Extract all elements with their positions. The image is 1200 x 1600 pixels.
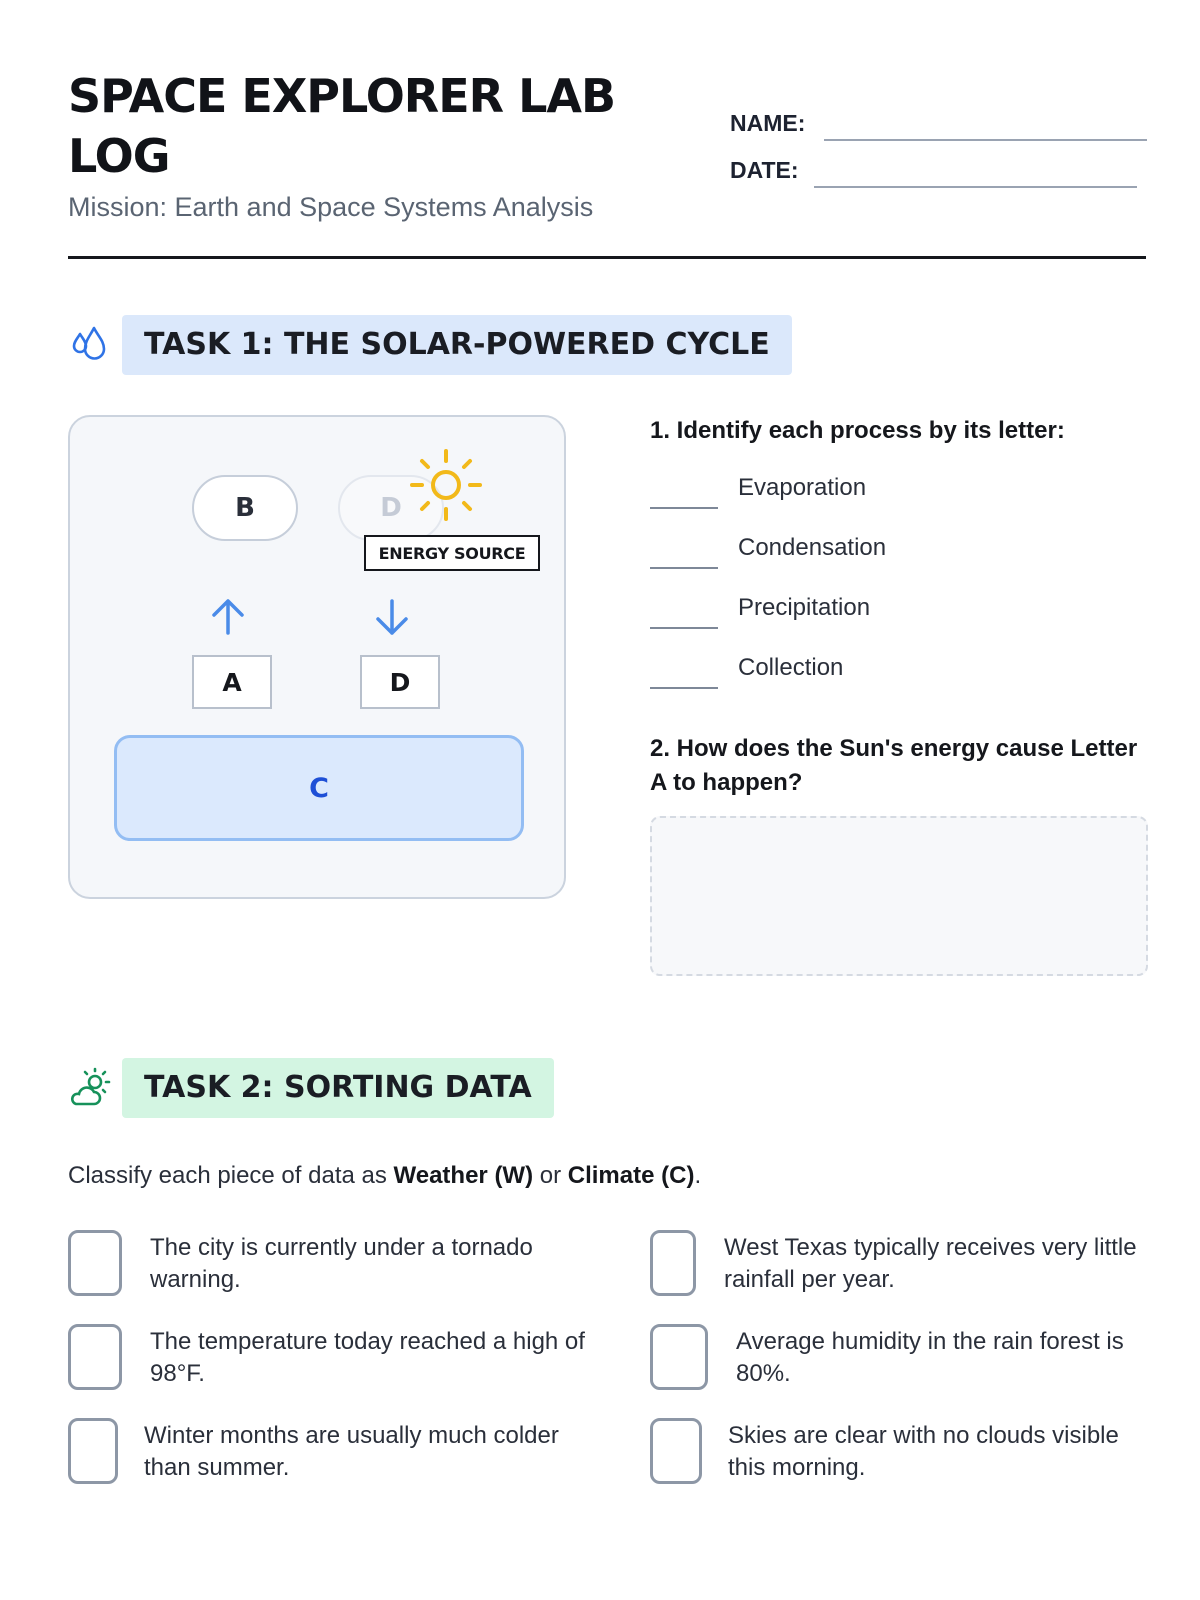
climate-term: Climate (C) [567,1162,695,1189]
instructions-text: Classify each piece of data as [68,1162,394,1189]
water-cycle-diagram [68,415,566,899]
process-a-box: A [192,655,272,709]
name-label: NAME: [730,110,806,136]
process-evaporation: Evaporation [738,474,867,501]
classify-checkbox-1[interactable] [68,1230,122,1296]
sun-icon [408,447,484,523]
cloud-b-label: B [192,475,298,541]
process-precipitation: Precipitation [738,594,871,621]
precipitation-answer-line[interactable] [650,627,718,629]
condensation-answer-line[interactable] [650,567,718,569]
instructions-connector: or [533,1162,568,1189]
data-item-4: Average humidity in the rain forest is 80%. [736,1328,1124,1387]
name-field[interactable] [824,139,1147,141]
data-item-3: The temperature today reached a high of 98°F. [150,1328,585,1387]
data-item-5: Winter months are usually much colder than summer. [144,1422,559,1481]
evaporation-answer-line[interactable] [650,507,718,509]
date-field[interactable] [814,186,1137,188]
classify-checkbox-3[interactable] [68,1324,122,1390]
header-divider [68,256,1146,259]
question-2-answer-box[interactable] [650,816,1148,976]
water-drops-icon [68,324,112,368]
water-body-c: C [114,735,524,841]
classify-checkbox-4[interactable] [650,1324,708,1390]
process-collection: Collection [738,654,844,681]
classify-checkbox-6[interactable] [650,1418,702,1484]
task1-title: TASK 1: THE SOLAR-POWERED CYCLE [122,315,792,375]
arrow-down-icon [370,595,414,639]
task2-instructions [68,1162,701,1190]
date-label: DATE: [730,157,799,183]
question-2: 2. How does the Sun's energy cause Letter A to happen? [650,735,1138,796]
arrow-up-icon [206,595,250,639]
process-condensation: Condensation [738,534,887,561]
page-subtitle: Mission: Earth and Space Systems Analysis [68,192,594,222]
cloud-d-faded-label: D [338,475,444,541]
classify-checkbox-5[interactable] [68,1418,118,1484]
process-d-box: D [360,655,440,709]
data-item-6: Skies are clear with no clouds visible this morning. [728,1422,1119,1481]
page-title: SPACE EXPLORER LAB LOG [68,69,616,183]
instructions-period: . [694,1162,702,1189]
energy-source-label: ENERGY SOURCE [364,535,540,571]
classify-checkbox-2[interactable] [650,1230,696,1296]
question-1: 1. Identify each process by its letter: [650,417,1065,444]
sun-cloud-icon [68,1066,112,1110]
task2-title: TASK 2: SORTING DATA [122,1058,554,1118]
data-item-1: The city is currently under a tornado warning. [150,1234,533,1293]
weather-term: Weather (W) [393,1162,534,1189]
collection-answer-line[interactable] [650,687,718,689]
data-item-2: West Texas typically receives very little rainfall per year. [724,1234,1137,1293]
